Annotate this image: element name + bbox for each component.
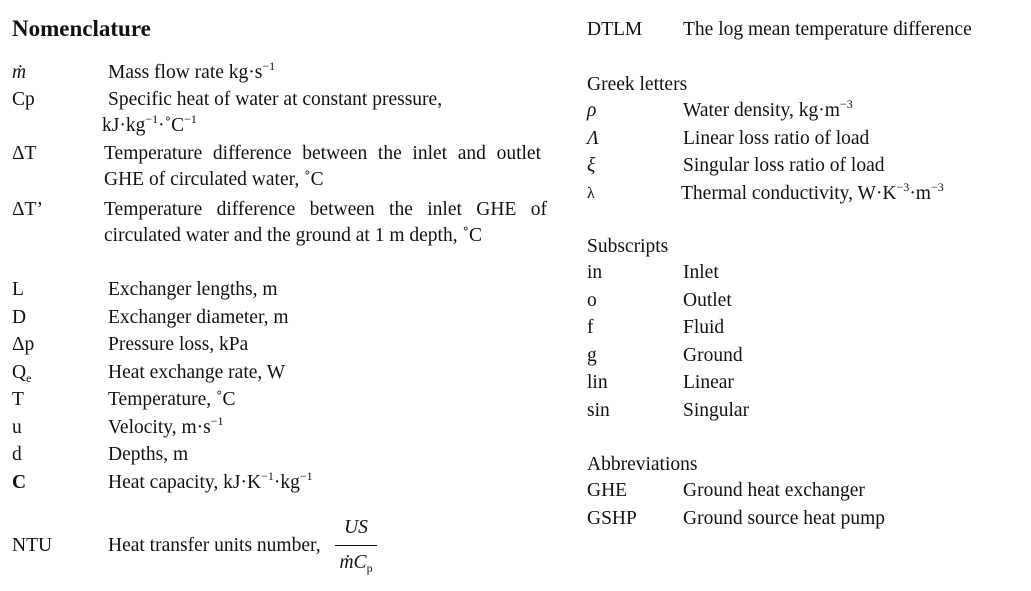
symbol: Λ xyxy=(587,127,599,149)
definition: Fluid xyxy=(683,317,725,338)
definition: Temperature, ˚C xyxy=(108,389,236,410)
symbol: D xyxy=(12,306,27,328)
definition-continued: $kJ\cdot kg^{-1}\cdot˚C^{-1}$ xyxy=(102,112,197,136)
nomenclature-row-mass-flow xyxy=(12,60,557,87)
definition: Heat capacity, $kJ\cdot K^{-1}\cdot kg^{-1}$ xyxy=(108,468,313,493)
fraction-denominator: ṁC$_p$ xyxy=(339,552,373,575)
definition: Outlet xyxy=(683,289,732,311)
nomenclature-row-temperature xyxy=(12,387,557,415)
symbol: u xyxy=(12,416,22,438)
subscript-row-lin xyxy=(587,370,1027,398)
symbol: GSHP xyxy=(587,507,637,529)
symbol: T xyxy=(12,389,24,410)
definition: Inlet xyxy=(683,262,719,283)
nomenclature-row-delta-t xyxy=(12,141,557,197)
symbol: ξ xyxy=(587,155,596,176)
nomenclature-row-ntu xyxy=(12,513,557,583)
abbreviation-row-gshp xyxy=(587,506,1027,534)
left-column xyxy=(12,60,557,583)
right-column xyxy=(587,17,1027,533)
symbol: GHE xyxy=(587,480,628,501)
definition: Pressure loss, kPa xyxy=(108,334,249,355)
greek-letters-title: Greek letters xyxy=(587,74,688,95)
nomenclature-row-delta-t-prime xyxy=(12,197,557,277)
ntu-fraction xyxy=(335,517,376,574)
nomenclature-row-length xyxy=(12,277,557,305)
symbol: lin xyxy=(587,372,608,393)
abbreviations-title: Abbreviations xyxy=(587,454,698,475)
definition: Linear loss ratio of load xyxy=(683,127,870,149)
definition: Exchanger lengths, m xyxy=(108,279,278,300)
definition: Water density, $kg\cdot m^{-3}$ xyxy=(683,97,853,121)
symbol: ΔT xyxy=(12,143,37,164)
definition: Mass flow rate $kg\cdot s^{-1}$ xyxy=(108,59,276,83)
nomenclature-heading: Nomenclature xyxy=(12,16,151,41)
symbol: g xyxy=(587,344,597,366)
nomenclature-row-pressure-loss xyxy=(12,332,557,360)
fraction-numerator: US xyxy=(335,517,376,546)
symbol: in xyxy=(587,262,603,283)
symbol: ΔT’ xyxy=(12,199,43,220)
symbol: λ xyxy=(587,184,595,202)
definition: Singular xyxy=(683,399,750,421)
symbol: sin xyxy=(587,399,610,421)
nomenclature-row-heat-exchange-rate xyxy=(12,360,557,388)
definition: Heat exchange rate, W xyxy=(108,361,286,383)
definition: The log mean temperature difference xyxy=(683,19,972,40)
definition: Ground xyxy=(683,344,743,366)
subscript-row-in xyxy=(587,260,1027,288)
definition: Singular loss ratio of load xyxy=(683,155,885,176)
nomenclature-row-diameter xyxy=(12,305,557,333)
definition: Linear xyxy=(683,372,734,393)
definition: Specific heat of water at constant pressure, xyxy=(108,89,443,110)
greek-row-xi xyxy=(587,153,1027,181)
definition: Exchanger diameter, m xyxy=(108,306,289,328)
definition: Ground heat exchanger xyxy=(683,480,865,501)
symbol: f xyxy=(587,317,594,338)
nomenclature-row-dtlm xyxy=(587,17,1027,44)
definition: Thermal conductivity, $W\cdot K^{-3}\cdot m^{-3}$ xyxy=(681,179,944,204)
nomenclature-row-specific-heat xyxy=(12,87,557,139)
subscript-row-sin xyxy=(587,398,1027,426)
definition xyxy=(108,517,377,574)
subscript-row-o xyxy=(587,288,1027,316)
definition: Velocity, $m\cdot s^{-1}$ xyxy=(108,413,224,438)
definition: Temperature difference between the inlet GHE of circulated water and the ground at 1 m depth, ˚C xyxy=(104,199,547,246)
symbol: ṁ xyxy=(12,62,27,83)
nomenclature-row-heat-capacity xyxy=(12,470,557,498)
symbol: NTU xyxy=(12,535,53,556)
greek-row-lambda xyxy=(587,181,1027,209)
symbol: ρ xyxy=(587,100,597,121)
symbol: DTLM xyxy=(587,19,643,40)
greek-row-rho xyxy=(587,98,1027,126)
symbol: Δp xyxy=(12,334,35,355)
definition: Ground source heat pump xyxy=(683,507,885,529)
subscripts-title: Subscripts xyxy=(587,236,669,257)
symbol: d xyxy=(12,444,22,465)
symbol: o xyxy=(587,289,597,311)
symbol: L xyxy=(12,279,24,300)
definition: Depths, m xyxy=(108,444,189,465)
abbreviation-row-ghe xyxy=(587,478,1027,506)
subscript-row-f xyxy=(587,315,1027,343)
subscript-row-g xyxy=(587,343,1027,371)
nomenclature-row-depths xyxy=(12,442,557,470)
greek-row-lambda-upper xyxy=(587,126,1027,154)
ntu-label: Heat transfer units number, xyxy=(108,534,321,556)
nomenclature-row-velocity xyxy=(12,415,557,443)
symbol: C xyxy=(12,471,27,493)
symbol: Cp xyxy=(12,89,35,110)
definition: Temperature difference between the inlet and outlet GHE of circulated water, ˚C xyxy=(104,143,541,190)
symbol: $Q_e$ xyxy=(12,361,32,385)
